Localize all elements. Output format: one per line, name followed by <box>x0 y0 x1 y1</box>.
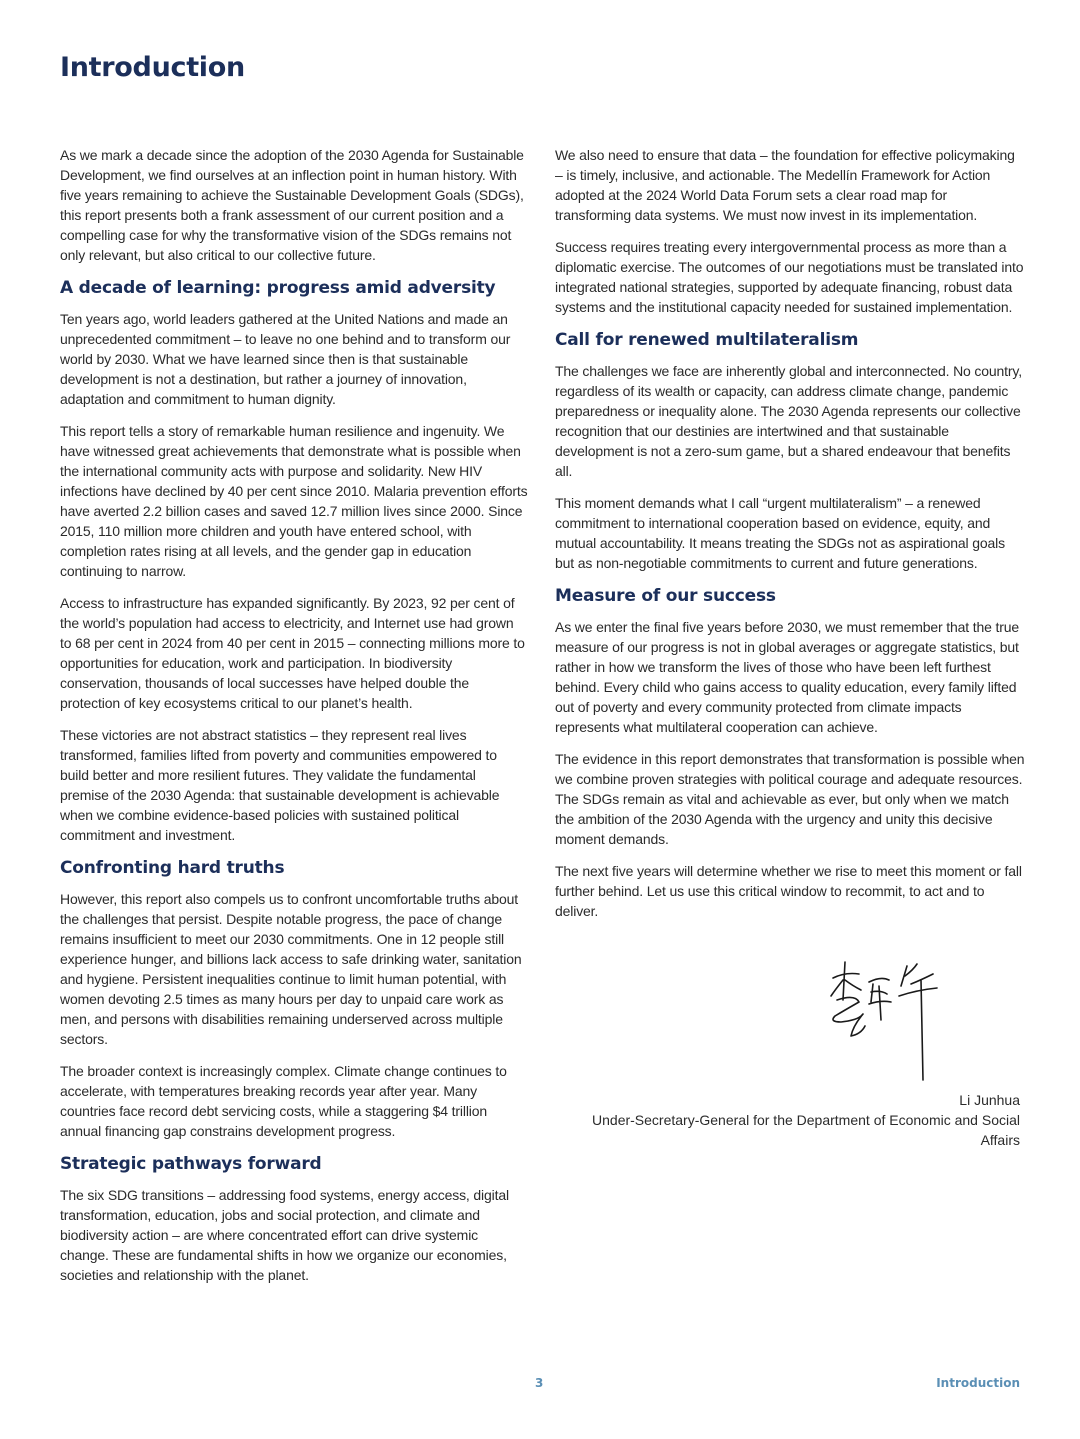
signer-name: Li Junhua <box>959 1092 1020 1108</box>
paragraph: The broader context is increasingly complex. Climate change continues to accelerate, with temperatures breaking records year after year. Many countries face record debt servicing costs, while a staggering $4 trillion annual financing gap constrains development progress. <box>60 1063 507 1139</box>
section-heading: Confronting hard truths <box>60 858 285 878</box>
paragraph: As we enter the final five years before 2030, we must remember that the true measure of our progress is not in global averages or aggregate statistics, but rather in how we transform the lives of those who have been left furthest behind. Every child who gains access to quality education, every family lifted out of poverty and every community protected from climate impacts represents what multilateral cooperation can achieve. <box>555 619 1020 735</box>
handwritten-signature-icon <box>825 950 955 1090</box>
section-heading: Call for renewed multilateralism <box>555 330 859 350</box>
paragraph: However, this report also compels us to confront uncomfortable truths about the challenges that persist. Despite notable progress, the pace of change remains insufficient to meet our 2030 commitments. One in 12 people still experience hunger, and billions lack access to safe drinking water, sanitation and hygiene. Persistent inequalities continue to limit human potential, with women devoting 2.5 times as many hours per day to unpaid care work as men, and persons with disabilities remaining underserved across multiple sectors. <box>60 891 522 1047</box>
paragraph: Success requires treating every intergovernmental process as more than a diplomatic exercise. The outcomes of our negotiations must be translated into integrated national strategies, supported by adequate financing, robust data systems and the institutional capacity needed for sustained implementation. <box>555 239 1024 315</box>
paragraph: The next five years will determine whether we rise to meet this moment or fall further behind. Let us use this critical window to recommit, to act and to deliver. <box>555 863 1022 919</box>
section-heading: Measure of our success <box>555 586 776 606</box>
paragraph: Access to infrastructure has expanded significantly. By 2023, 92 per cent of the world’s population had access to electricity, and Internet use had grown to 68 per cent in 2024 from 40 per cent in 2015 – connecting millions more to opportunities for education, work and participation. In biodiversity conservation, thousands of local successes have helped double the protection of key ecosystems critical to our planet’s health. <box>60 595 525 711</box>
page-number: 3 <box>535 1376 544 1390</box>
paragraph: This report tells a story of remarkable human resilience and ingenuity. We have witnessed great achievements that demonstrate what is possible when the international community acts with purpose and solidarity. New HIV infections have declined by 40 per cent since 2010. Malaria prevention efforts have averted 2.2 billion cases and saved 12.7 million lives since 2000. Since 2015, 110 million more children and youth have entered school, with completion rates rising at all levels, and the gender gap in education continuing to narrow. <box>60 423 528 579</box>
signer-role: Under-Secretary-General for the Department of Economic and Social Affairs <box>592 1112 1020 1148</box>
page-title: Introduction <box>60 52 245 83</box>
paragraph: As we mark a decade since the adoption of the 2030 Agenda for Sustainable Development, we find ourselves at an inflection point in human history. With five years remaining to achieve the Sustainable Development Goals (SDGs), this report presents both a frank assessment of our current position and a compelling case for why the transformative vision of the SDGs remains not only relevant, but also critical to our collective future. <box>60 147 524 263</box>
section-heading: Strategic pathways forward <box>60 1154 322 1174</box>
paragraph: The evidence in this report demonstrates that transformation is possible when we combine proven strategies with political courage and adequate resources. The SDGs remain as vital and achievable as ever, but only when we match the ambition of the 2030 Agenda with the urgency and unity this decisive moment demands. <box>555 751 1025 847</box>
footer-section-title: Introduction <box>936 1376 1020 1390</box>
left-column <box>60 145 528 1297</box>
signer-info <box>555 1090 1020 1150</box>
paragraph: This moment demands what I call “urgent multilateralism” – a renewed commitment to international cooperation based on evidence, equity, and mutual accountability. It means treating the SDGs not as aspirational goals but as non-negotiable commitments to current and future generations. <box>555 495 1005 571</box>
paragraph: These victories are not abstract statistics – they represent real lives transformed, families lifted from poverty and communities empowered to build better and more resilient futures. They validate the fundamental premise of the 2030 Agenda: that sustainable development is achievable when we combine evidence-based policies with sustained political commitment and investment. <box>60 727 500 843</box>
signature-block <box>555 945 1020 1148</box>
right-column <box>555 145 1025 933</box>
paragraph: We also need to ensure that data – the foundation for effective policymaking – is timely, inclusive, and actionable. The Medellín Framework for Action adopted at the 2024 World Data Forum sets a clear road map for transforming data systems. We must now invest in its implementation. <box>555 147 1015 223</box>
section-heading: A decade of learning: progress amid adversity <box>60 278 496 298</box>
paragraph: Ten years ago, world leaders gathered at the United Nations and made an unprecedented commitment – to leave no one behind and to transform our world by 2030. What we have learned since then is that sustainable development is not a destination, but rather a journey of innovation, adaptation and commitment to human dignity. <box>60 311 511 407</box>
paragraph: The challenges we face are inherently global and interconnected. No country, regardless of its wealth or capacity, can address climate change, pandemic preparedness or inequality alone. The 2030 Agenda represents our collective recognition that our destinies are intertwined and that sustainable development is not a zero-sum game, but a shared endeavour that benefits all. <box>555 363 1022 479</box>
paragraph: The six SDG transitions – addressing food systems, energy access, digital transformation, education, jobs and social protection, and climate and biodiversity action – are where concentrated effort can drive systemic change. These are fundamental shifts in how we organize our economies, societies and relationship with the planet. <box>60 1187 509 1283</box>
